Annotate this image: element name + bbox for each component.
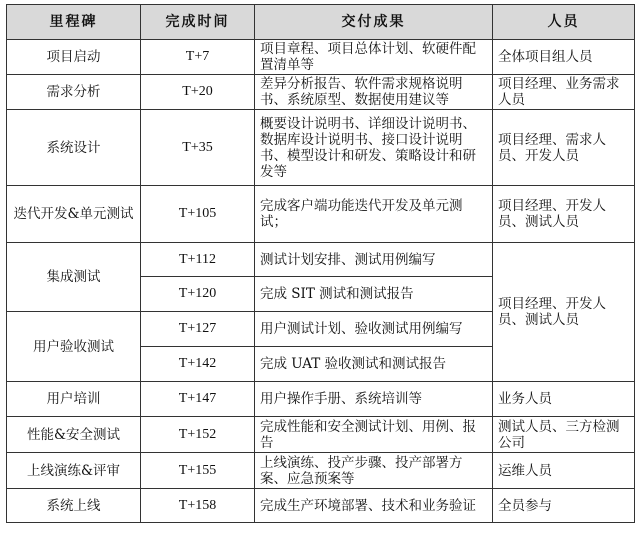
time-cell: T+147 <box>141 382 255 417</box>
table-header-row <box>7 5 635 40</box>
header-time: 完成时间 <box>141 5 255 40</box>
header-people: 人员 <box>493 5 635 40</box>
deliverable-cell: 上线演练、投产步骤、投产部署方案、应急预案等 <box>255 453 493 489</box>
milestone-cell: 用户培训 <box>7 382 141 417</box>
deliverable-cell: 项目章程、项目总体计划、软硬件配置清单等 <box>255 40 493 75</box>
milestone-table <box>6 4 635 523</box>
deliverable-cell: 用户操作手册、系统培训等 <box>255 382 493 417</box>
table-row <box>7 382 635 417</box>
milestone-cell: 项目启动 <box>7 40 141 75</box>
milestone-cell: 集成测试 <box>7 243 141 312</box>
deliverable-cell: 用户测试计划、验收测试用例编写 <box>255 312 493 347</box>
table-row <box>7 417 635 453</box>
people-cell: 全体项目组人员 <box>493 40 635 75</box>
milestone-cell: 需求分析 <box>7 75 141 110</box>
table-row <box>7 489 635 523</box>
table-row <box>7 243 635 277</box>
people-cell: 项目经理、业务需求人员 <box>493 75 635 110</box>
time-cell: T+158 <box>141 489 255 523</box>
people-cell: 项目经理、需求人员、开发人员 <box>493 110 635 186</box>
table-row <box>7 75 635 110</box>
header-milestone: 里程碑 <box>7 5 141 40</box>
table-row <box>7 186 635 243</box>
table-row <box>7 110 635 186</box>
milestone-cell: 性能&安全测试 <box>7 417 141 453</box>
header-deliverable: 交付成果 <box>255 5 493 40</box>
deliverable-cell: 测试计划安排、测试用例编写 <box>255 243 493 277</box>
deliverable-cell: 完成性能和安全测试计划、用例、报告 <box>255 417 493 453</box>
deliverable-cell: 概要设计说明书、详细设计说明书、数据库设计说明书、接口设计说明书、模型设计和研发、策略设计和研发等 <box>255 110 493 186</box>
milestone-cell: 迭代开发&单元测试 <box>7 186 141 243</box>
deliverable-cell: 完成客户端功能迭代开发及单元测试； <box>255 186 493 243</box>
time-cell: T+20 <box>141 75 255 110</box>
time-cell: T+105 <box>141 186 255 243</box>
time-cell: T+112 <box>141 243 255 277</box>
time-cell: T+120 <box>141 277 255 312</box>
milestone-cell: 上线演练&评审 <box>7 453 141 489</box>
time-cell: T+35 <box>141 110 255 186</box>
table-row <box>7 453 635 489</box>
deliverable-cell: 完成 SIT 测试和测试报告 <box>255 277 493 312</box>
milestone-cell: 系统设计 <box>7 110 141 186</box>
time-cell: T+142 <box>141 347 255 382</box>
people-cell: 运维人员 <box>493 453 635 489</box>
people-cell: 全员参与 <box>493 489 635 523</box>
milestone-cell: 系统上线 <box>7 489 141 523</box>
milestone-cell: 用户验收测试 <box>7 312 141 382</box>
deliverable-cell: 差异分析报告、软件需求规格说明书、系统原型、数据使用建议等 <box>255 75 493 110</box>
time-cell: T+127 <box>141 312 255 347</box>
people-cell: 项目经理、开发人员、测试人员 <box>493 186 635 243</box>
people-cell: 项目经理、开发人员、测试人员 <box>493 243 635 382</box>
time-cell: T+152 <box>141 417 255 453</box>
time-cell: T+155 <box>141 453 255 489</box>
deliverable-cell: 完成生产环境部署、技术和业务验证 <box>255 489 493 523</box>
time-cell: T+7 <box>141 40 255 75</box>
table-row <box>7 40 635 75</box>
deliverable-cell: 完成 UAT 验收测试和测试报告 <box>255 347 493 382</box>
people-cell: 测试人员、三方检测公司 <box>493 417 635 453</box>
people-cell: 业务人员 <box>493 382 635 417</box>
